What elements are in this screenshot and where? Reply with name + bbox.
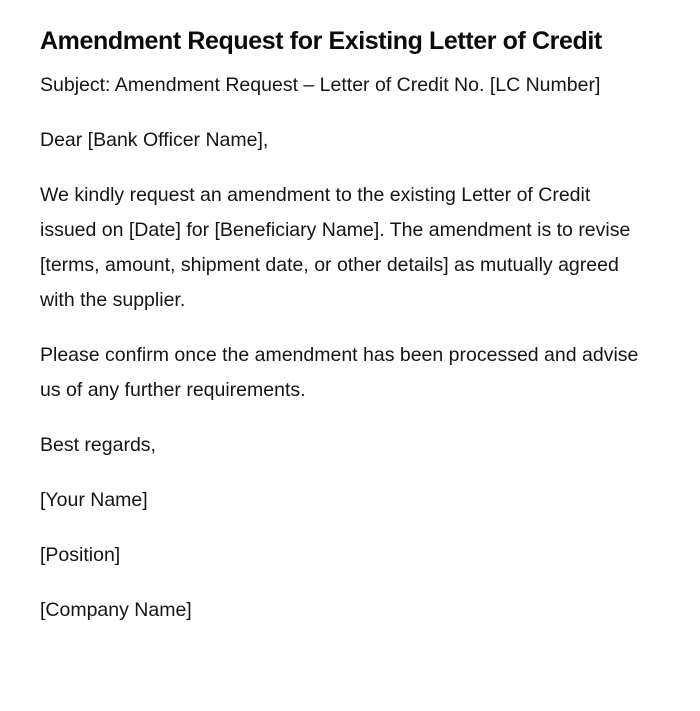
body-paragraph-request: We kindly request an amendment to the existing Letter of Credit issued on [Date] for [Beneficiary Name]. The amendment is to revise [terms, amount, shipment date, or other details] as mutually agreed with the supplier.	[40, 184, 631, 311]
signature-company: [Company Name]	[40, 599, 192, 621]
body-paragraph-confirmation: Please confirm once the amendment has been processed and advise us of any further requirements.	[40, 344, 639, 401]
closing: Best regards,	[40, 434, 156, 456]
signature-position: [Position]	[40, 544, 121, 566]
signature-name: [Your Name]	[40, 489, 148, 511]
salutation: Dear [Bank Officer Name],	[40, 129, 269, 151]
document-title: Amendment Request for Existing Letter of Credit	[40, 27, 602, 55]
subject-line: Subject: Amendment Request – Letter of Credit No. [LC Number]	[40, 74, 601, 96]
